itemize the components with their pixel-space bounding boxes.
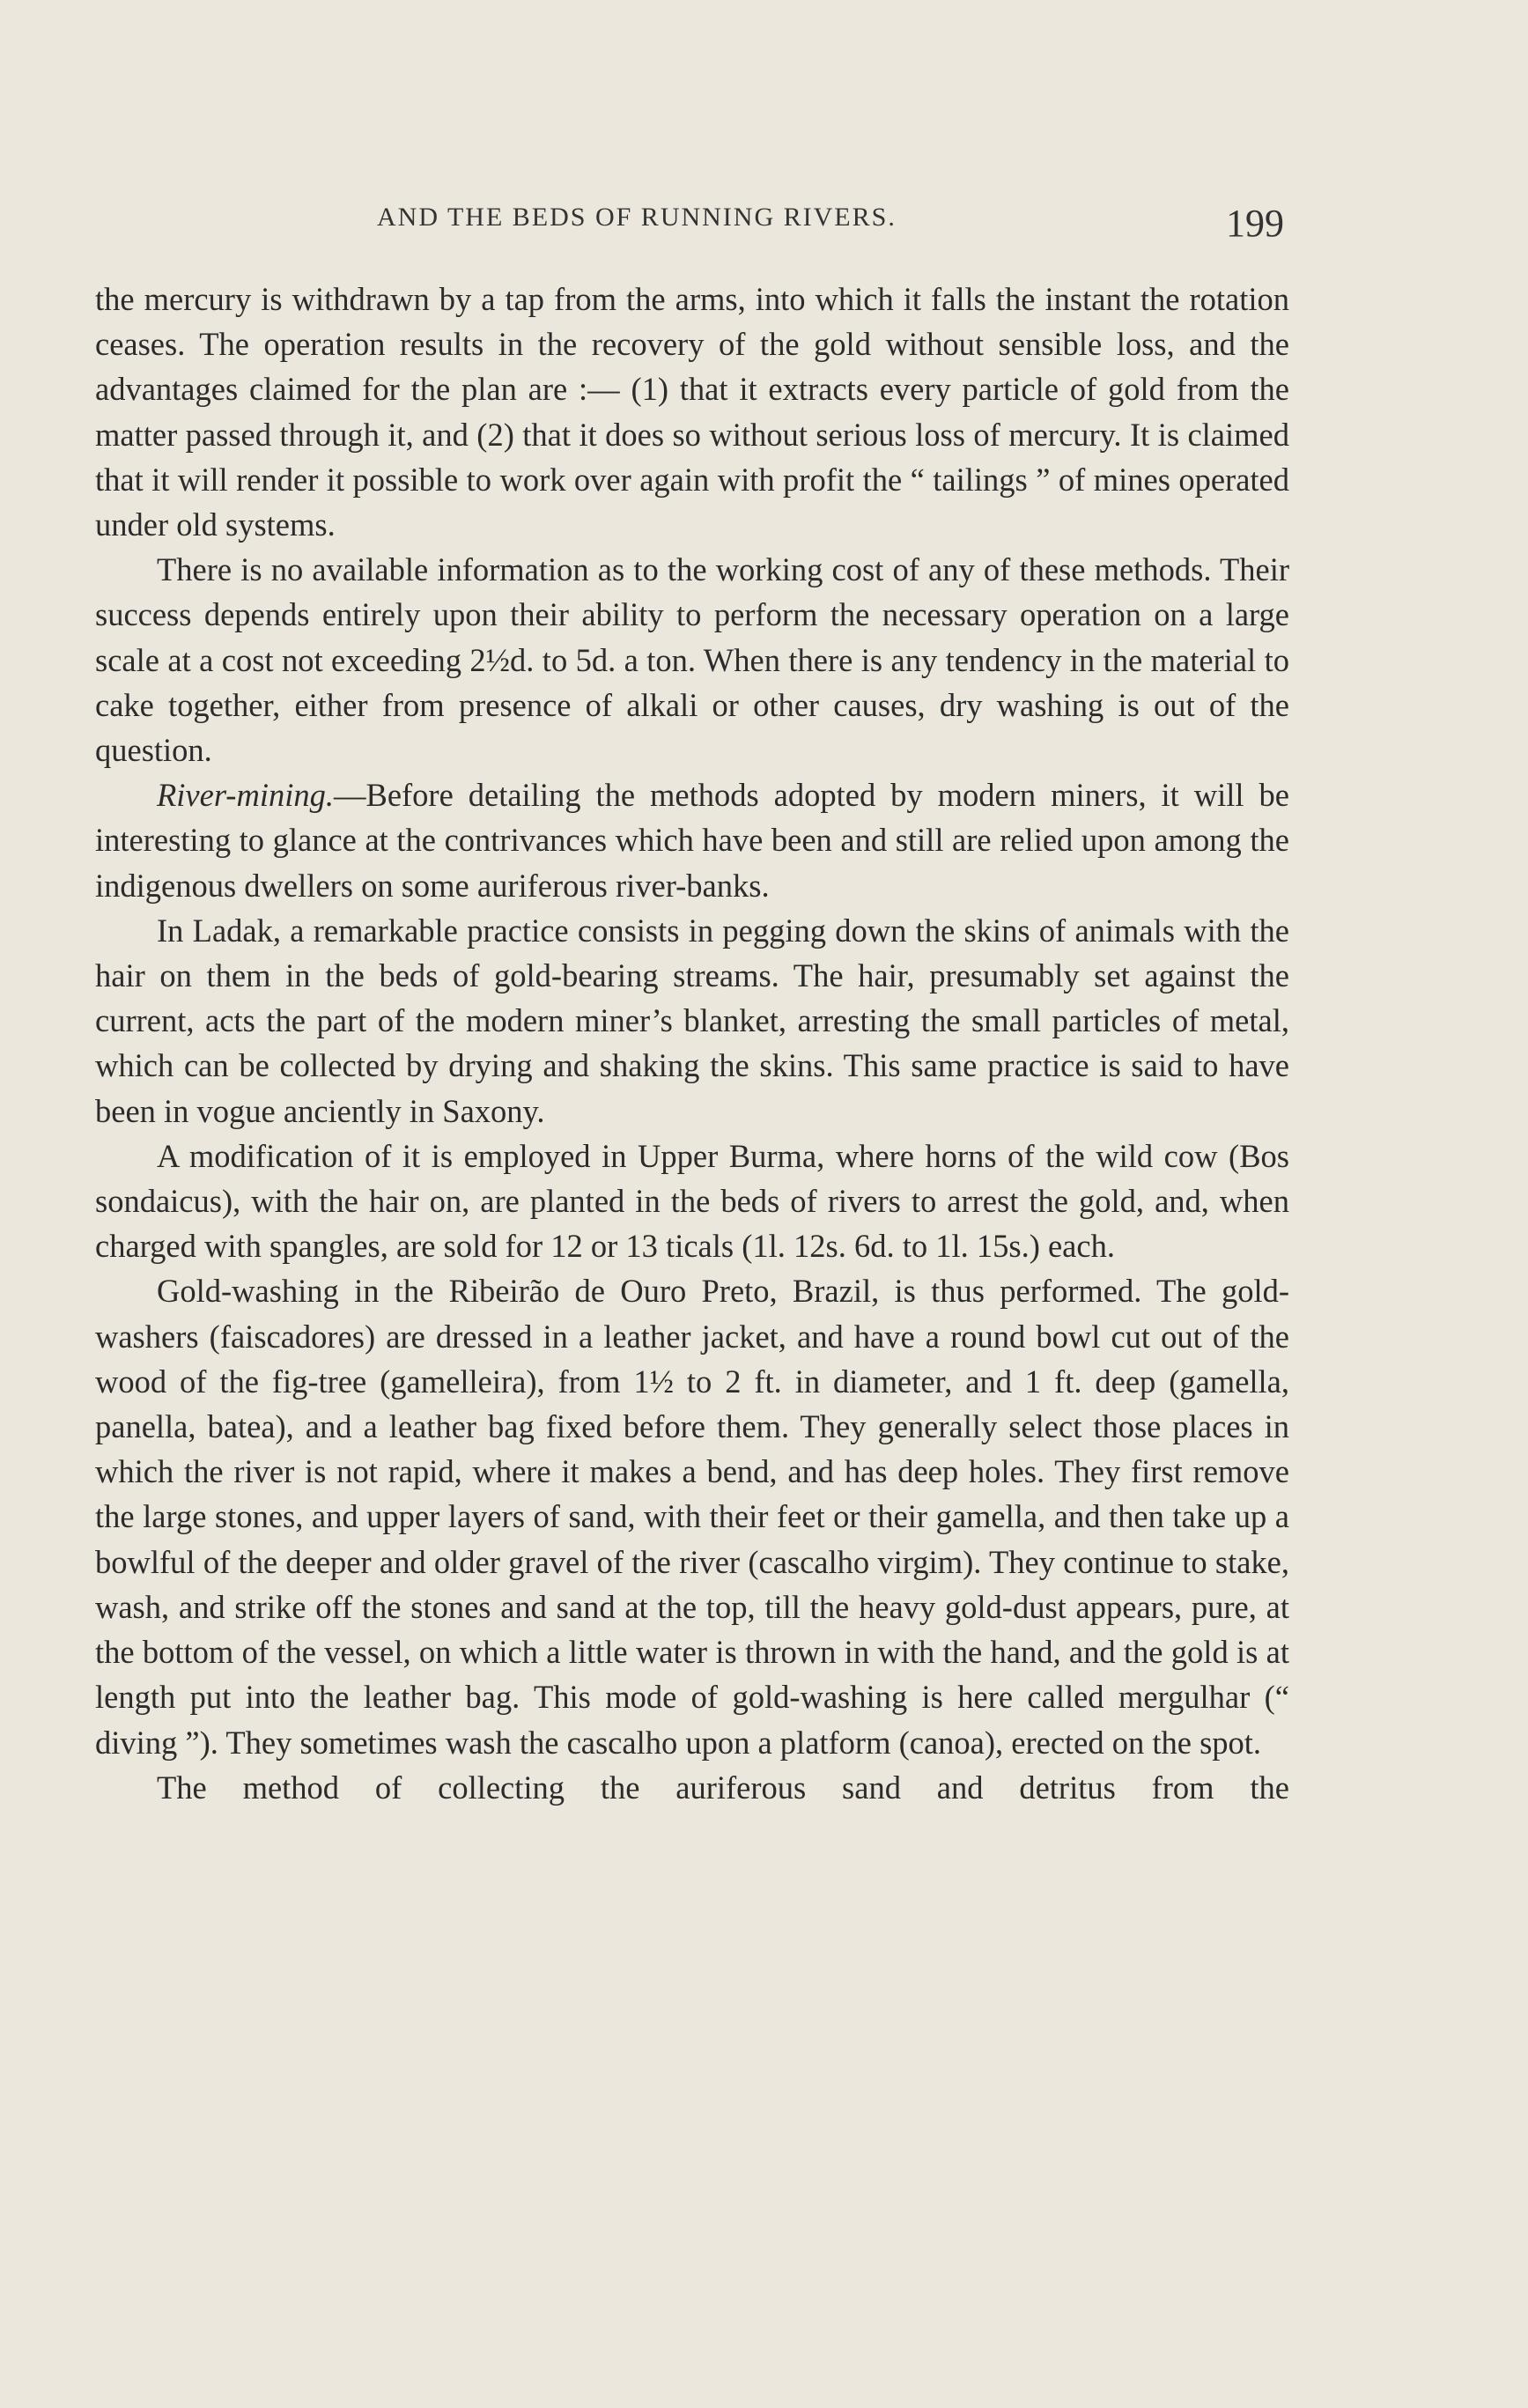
paragraph bbox=[95, 772, 1289, 908]
paragraph: Gold-washing in the Ribeirão de Ouro Preto, Brazil, is thus performed. The gold-washers (faiscadores) are dressed in a leather jacket, and have a round bowl cut out of the wood of the fig-tree (gamelleira), from 1½ to 2 ft. in diameter, and 1 ft. deep (gamella, panella, batea), and a leather bag fixed before them. They generally select those places in which the river is not rapid, where it makes a bend, and has deep holes. They first remove the large stones, and upper layers of sand, with their feet or their gamella, and then take up a bowlful of the deeper and older gravel of the river (cascalho virgim). They continue to stake, wash, and strike off the stones and sand at the top, till the heavy gold-dust appears, pure, at the bottom of the vessel, on which a little water is thrown in with the hand, and the gold is at length put into the leather bag. This mode of gold-washing is here called mergulhar (“ diving ”). They sometimes wash the cascalho upon a platform (canoa), erected on the spot. bbox=[95, 1273, 1289, 1761]
running-title: AND THE BEDS OF RUNNING RIVERS. bbox=[377, 203, 897, 232]
section-heading: River-mining. bbox=[157, 777, 334, 814]
paragraph: The method of collecting the auriferous sand and detritus from the bbox=[157, 1769, 1289, 1806]
body-text bbox=[95, 277, 1289, 1810]
paragraph-body: —Before detailing the methods adopted by modern miners, it will be interesting to glance at the contrivances which have been and still are relied upon among the indigenous dwellers on some auriferous river-banks. bbox=[95, 777, 1289, 904]
page-number: 199 bbox=[1226, 202, 1284, 245]
paragraph: the mercury is withdrawn by a tap from the arms, into which it falls the instant the rotation ceases. The operation results in the recovery of the gold without sensible loss, and the advantages claimed for the plan are :— (1) that it extracts every particle of gold from the matter passed through it, and (2) that it does so without serious loss of mercury. It is claimed that it will render it possible to work over again with profit the “ tailings ” of mines operated under old systems. bbox=[95, 281, 1289, 543]
paragraph: In Ladak, a remarkable practice consists in pegging down the skins of animals with the hair on them in the beds of gold-bearing streams. The hair, presumably set against the current, acts the part of the modern miner’s blanket, arresting the small particles of metal, which can be collected by drying and shaking the skins. This same practice is said to have been in vogue anciently in Saxony. bbox=[95, 912, 1289, 1129]
paragraph: There is no available information as to the working cost of any of these methods. Their success depends entirely upon their ability to perform the necessary operation on a large scale at a cost not exceeding 2½d. to 5d. a ton. When there is any tendency in the material to cake together, either from presence of alkali or other causes, dry washing is out of the question. bbox=[95, 551, 1289, 769]
paragraph: A modification of it is employed in Upper Burma, where horns of the wild cow (Bos sondaicus), with the hair on, are planted in the beds of rivers to arrest the gold, and, when charged with spangles, are sold for 12 or 13 ticals (1l. 12s. 6d. to 1l. 15s.) each. bbox=[95, 1137, 1289, 1265]
